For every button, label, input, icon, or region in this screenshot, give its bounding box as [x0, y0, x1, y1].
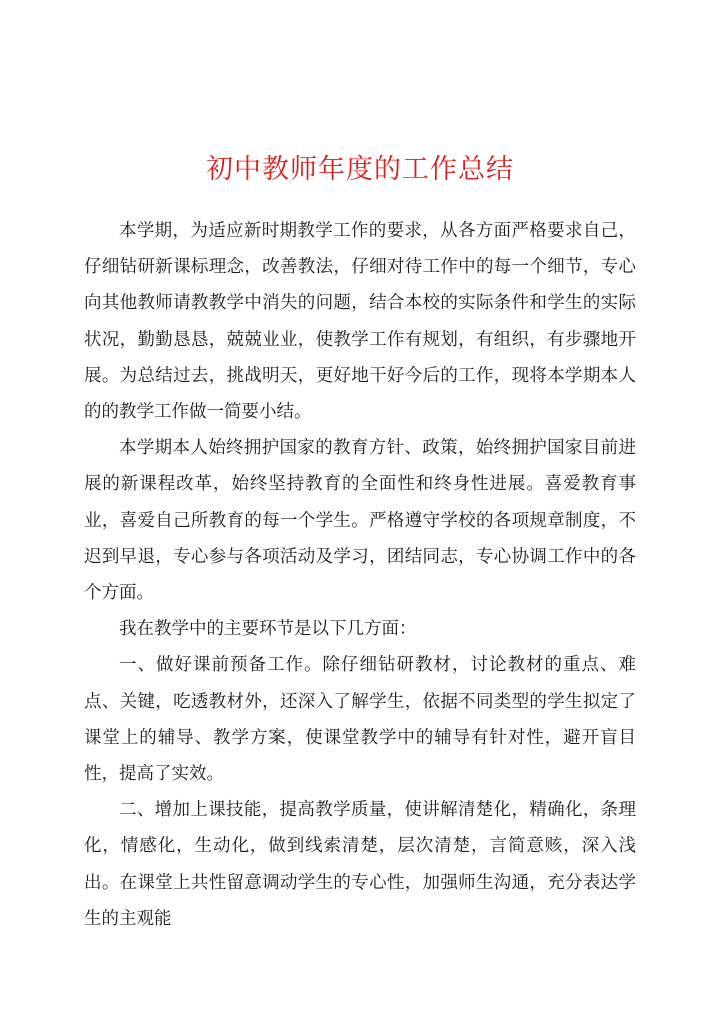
paragraph-attitude: 本学期本人始终拥护国家的教育方针、政策，始终拥护国家目前进展的新课程改革，始终坚持教育的全面性和终身性进展。喜爱教育事业，喜爱自己所教育的每一个学生。严格遵守学校的各项规章制度，不迟到早退，专心参与各项活动及学习，团结同志，专心协调工作中的各个方面。 — [84, 438, 636, 604]
paragraph-intro: 本学期，为适应新时期教学工作的要求，从各方面严格要求自己，仔细钻研新课标理念，改善教法，仔细对待工作中的每一个细节，专心向其他教师请教教学中消失的问题，结合本校的实际条件和学生的实际状况，勤勤恳恳，兢兢业业，使教学工作有规划，有组织，有步骤地开展。为总结过去，挑战明天，更好地干好今后的工作，现将本学期本人的的教学工作做一简要小结。 — [84, 221, 636, 423]
paragraph-lesson-preparation: 一、做好课前预备工作。除仔细钻研教材，讨论教材的重点、难点、关键，吃透教材外，还深入了解学生，依据不同类型的学生拟定了课堂上的辅导、教学方案，使课堂教学中的辅导有针对性，避开盲目性，提高了实效。 — [84, 655, 636, 785]
paragraph-main-aspects: 我在教学中的主要环节是以下几方面： — [119, 619, 417, 640]
paragraph-teaching-skills: 二、增加上课技能，提高教学质量，使讲解清楚化，精确化，条理化，情感化，生动化，做到线索清楚，层次清楚，言简意赅，深入浅出。在课堂上共性留意调动学生的专心性，加强师生沟通，充分表达学生的主观能 — [84, 800, 636, 929]
document-body — [84, 213, 636, 937]
document-title: 初中教师年度的工作总结 — [206, 154, 514, 185]
